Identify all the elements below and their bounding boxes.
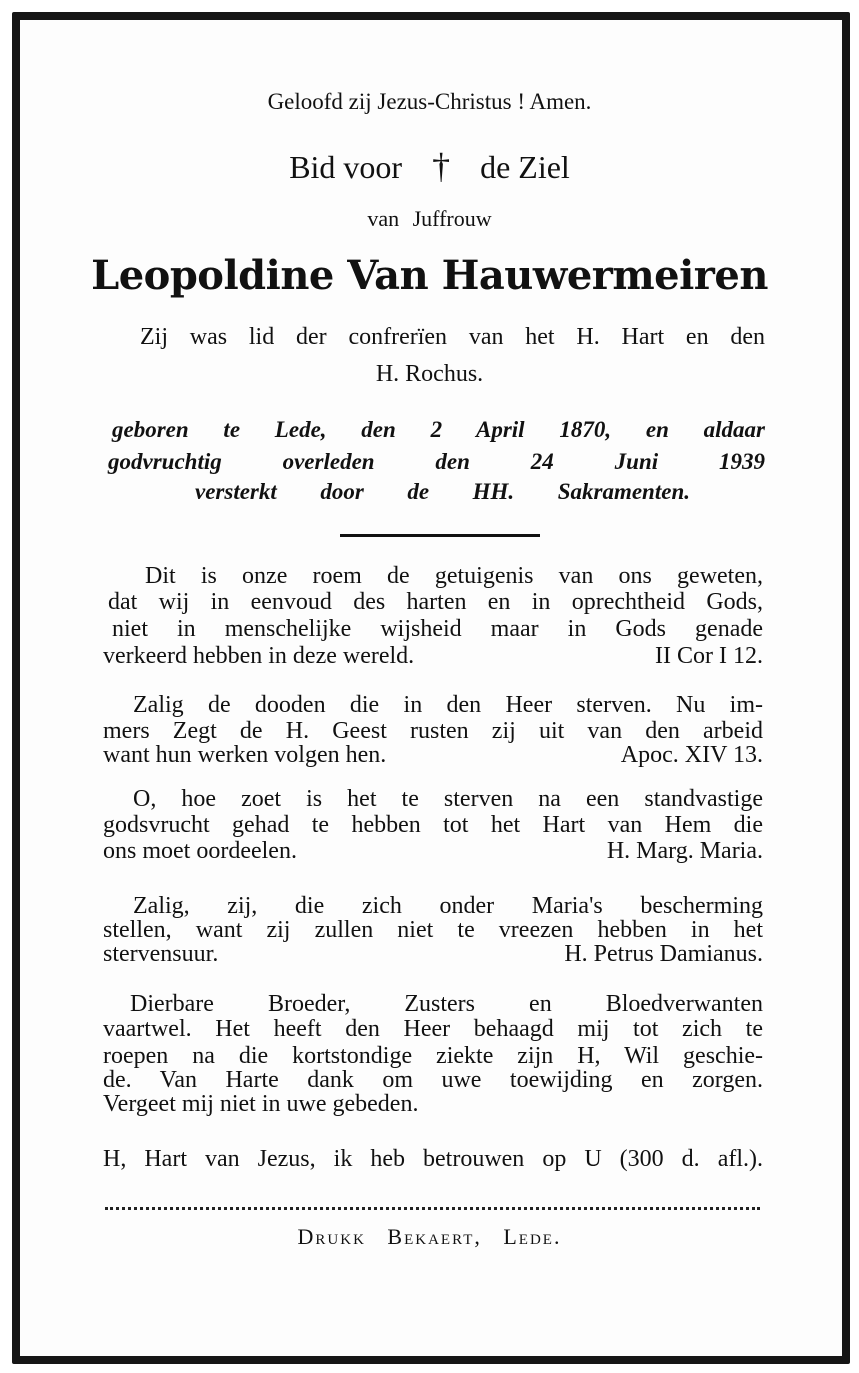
dates-line-3: versterkt door de HH. Sakramenten. bbox=[195, 479, 690, 504]
para5-line1: Dierbare Broeder, Zusters en Bloedverwanten bbox=[130, 991, 763, 1017]
para5-line4: de. Van Harte dank om uwe toewijding en zorgen. bbox=[103, 1067, 763, 1093]
membership-line-1: Zij was lid der confrerïen van het H. Hart en den bbox=[140, 324, 765, 350]
pray-after: de Ziel bbox=[480, 149, 570, 185]
title-prefix: van Juffrouw bbox=[367, 206, 492, 231]
para5-line5: Vergeet mij niet in uwe gebeden. bbox=[103, 1091, 419, 1117]
membership-line-2: H. Rochus. bbox=[375, 361, 484, 387]
para3-line3: ons moet oordeelen. bbox=[103, 838, 297, 864]
prayer: H, Hart van Jezus, ik heb betrouwen op U (300 d. afl.). bbox=[103, 1146, 763, 1172]
para3-last bbox=[103, 839, 763, 863]
para1-line2: dat wij in eenvoud des harten en in oprechtheid Gods, bbox=[108, 589, 763, 615]
printer-credit: Drukk Bekaert, Lede. bbox=[297, 1224, 562, 1249]
para3-line1: O, hoe zoet is het te sterven na een standvastige bbox=[133, 786, 763, 812]
pray-before: Bid voor bbox=[289, 149, 403, 185]
cross-icon: † bbox=[432, 146, 451, 186]
para4-line3: stervensuur. bbox=[103, 941, 219, 967]
dotted-divider bbox=[105, 1207, 760, 1210]
divider bbox=[340, 534, 540, 537]
invocation: Geloofd zij Jezus-Christus ! Amen. bbox=[267, 89, 592, 114]
para4-last bbox=[103, 942, 763, 966]
para1-line4: verkeerd hebben in deze wereld. bbox=[103, 643, 415, 669]
para1-line3: niet in menschelijke wijsheid maar in Gods genade bbox=[112, 616, 763, 642]
para2-line2: mers Zegt de H. Geest rusten zij uit van den arbeid bbox=[103, 718, 763, 744]
para4-line1: Zalig, zij, die zich onder Maria's bescherming bbox=[133, 893, 763, 919]
para5-line3: roepen na die kortstondige ziekte zijn H, Wil geschie- bbox=[103, 1043, 763, 1069]
pray-line bbox=[0, 148, 859, 184]
para3-line2: godsvrucht gehad te hebben tot het Hart van Hem die bbox=[103, 812, 763, 838]
para3-source: H. Marg. Maria. bbox=[606, 838, 763, 864]
para1-source: II Cor I 12. bbox=[655, 643, 763, 669]
para4-line2: stellen, want zij zullen niet te vreezen hebben in het bbox=[103, 917, 763, 943]
para4-source: H. Petrus Damianus. bbox=[564, 941, 763, 967]
para2-last bbox=[103, 743, 763, 767]
dates-line-2: godvruchtig overleden den 24 Juni 1939 bbox=[108, 449, 765, 474]
deceased-name: Leopoldine Van Hauwermeiren bbox=[91, 252, 768, 299]
para2-source: Apoc. XIV 13. bbox=[620, 742, 763, 768]
para1-line1: Dit is onze roem de getuigenis van ons geweten, bbox=[145, 563, 763, 589]
para2-line1: Zalig de dooden die in den Heer sterven. Nu im- bbox=[133, 692, 763, 718]
para1-last bbox=[103, 644, 763, 668]
dates-line-1: geboren te Lede, den 2 April 1870, en aldaar bbox=[112, 417, 765, 442]
para2-line3: want hun werken volgen hen. bbox=[103, 742, 387, 768]
para5-line2: vaartwel. Het heeft den Heer behaagd mij tot zich te bbox=[103, 1016, 763, 1042]
